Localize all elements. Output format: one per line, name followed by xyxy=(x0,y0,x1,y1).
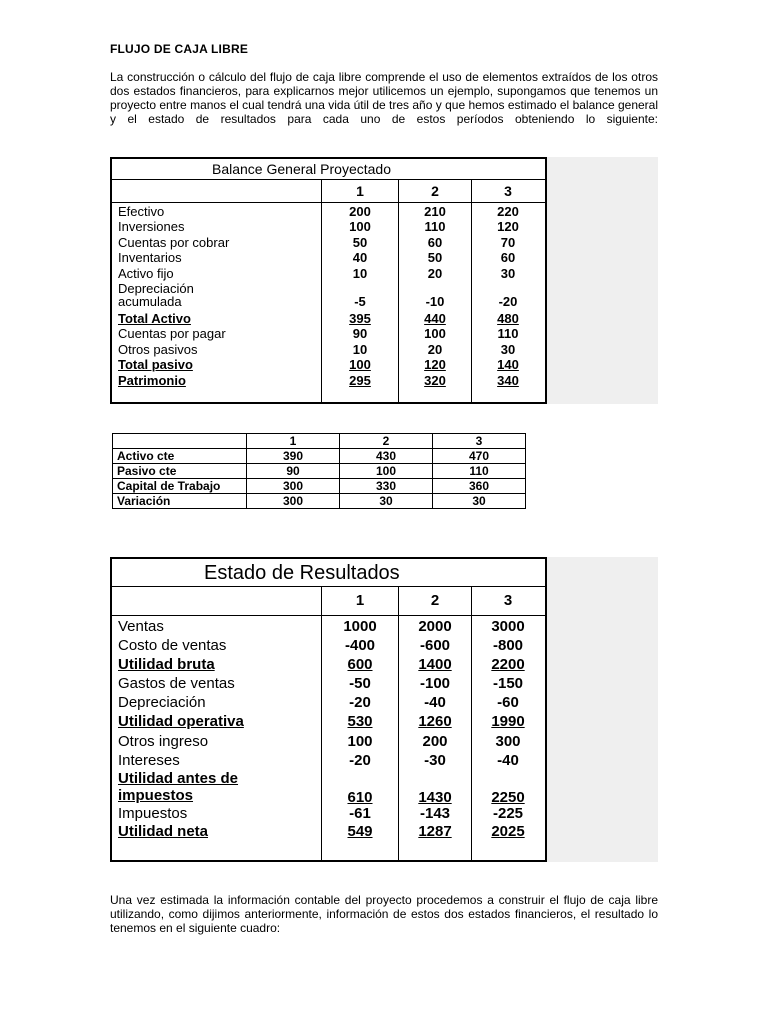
capital-header-blank xyxy=(113,434,247,449)
cell-value: 549 xyxy=(347,823,373,840)
cell-value: -20 xyxy=(498,294,518,309)
cell-value: 530 xyxy=(347,713,373,730)
cell-value: 3000 xyxy=(491,618,525,635)
intro-paragraph: La construcción o cálculo del flujo de caja libre comprende el uso de elementos extraídos de los otros dos estados financieros, para explicarnos mejor utilicemos un ejemplo, supongamos que tenemos un proyecto entre manos el cual tendrá una vida útil de tres año y que hemos estimado el balance general y el estado de resultados para cada uno de estos períodos obteniendo lo siguiente: xyxy=(110,70,658,126)
cell-value: 2200 xyxy=(491,656,525,673)
cell-value: 2025 xyxy=(491,823,525,840)
cell-value: 10 xyxy=(352,342,368,357)
cell-value: 100 xyxy=(340,464,433,479)
cell-value: 1000 xyxy=(343,618,377,635)
cell-value: 600 xyxy=(347,656,373,673)
estado-resultados-table xyxy=(110,557,547,862)
row-label: Variación xyxy=(113,494,247,509)
row-label: Total pasivo xyxy=(118,357,193,372)
cell-value: 140 xyxy=(497,357,519,372)
resultados-header-3: 3 xyxy=(503,592,513,609)
row-label: Inversiones xyxy=(118,219,185,234)
cell-value: -10 xyxy=(425,294,445,309)
cell-value: 480 xyxy=(497,311,519,326)
cell-value: 30 xyxy=(500,266,516,281)
cell-value: 90 xyxy=(247,464,340,479)
row-label: Depreciación xyxy=(118,694,206,711)
cell-value: 30 xyxy=(433,494,526,509)
cell-value: 30 xyxy=(340,494,433,509)
cell-value: 320 xyxy=(424,373,446,388)
cell-value: 60 xyxy=(427,235,443,250)
row-label: Total Activo xyxy=(118,311,191,326)
cell-value: -100 xyxy=(419,675,451,692)
cell-value: 2000 xyxy=(418,618,452,635)
cell-value: 90 xyxy=(352,326,368,341)
cell-value: -30 xyxy=(424,752,446,769)
row-label: Activo cte xyxy=(113,449,247,464)
cell-value: 470 xyxy=(433,449,526,464)
cell-value: 40 xyxy=(352,250,368,265)
resultados-header-2: 2 xyxy=(430,592,440,609)
cell-value: 10 xyxy=(352,266,368,281)
row-label: Depreciación acumulada xyxy=(118,281,194,309)
row-label: Gastos de ventas xyxy=(118,675,235,692)
cell-value: 1400 xyxy=(418,656,452,673)
cell-value: -600 xyxy=(419,637,451,654)
cell-value: 2250 xyxy=(491,789,525,806)
cell-value: 1990 xyxy=(491,713,525,730)
cell-value: 430 xyxy=(340,449,433,464)
row-label: Otros pasivos xyxy=(118,342,198,357)
cell-value: 300 xyxy=(247,494,340,509)
cell-value: 110 xyxy=(433,464,526,479)
cell-value: 110 xyxy=(424,219,446,234)
cell-value: -143 xyxy=(419,805,451,822)
cell-value: 395 xyxy=(349,311,371,326)
cell-value: -60 xyxy=(497,694,519,711)
cell-value: -150 xyxy=(492,675,524,692)
balance-header-3: 3 xyxy=(504,183,512,199)
row-label: Inventarios xyxy=(118,250,182,265)
table-row xyxy=(113,449,526,464)
capital-header-3: 3 xyxy=(433,434,526,449)
cell-value: 210 xyxy=(424,204,446,219)
cell-value: -40 xyxy=(497,752,519,769)
cell-value: 50 xyxy=(352,235,368,250)
table-row xyxy=(113,464,526,479)
row-label: Utilidad neta xyxy=(118,823,209,840)
cell-value: 50 xyxy=(427,250,443,265)
capital-trabajo-table xyxy=(112,433,526,509)
row-label: Efectivo xyxy=(118,204,165,219)
resultados-header-1: 1 xyxy=(355,592,365,609)
row-label: Ventas xyxy=(118,618,164,635)
cell-value: 440 xyxy=(424,311,446,326)
row-label: Patrimonio xyxy=(118,373,186,388)
row-label: Cuentas por cobrar xyxy=(118,235,230,250)
balance-header-1: 1 xyxy=(356,183,364,199)
cell-value: 360 xyxy=(433,479,526,494)
balance-header-2: 2 xyxy=(431,183,439,199)
cell-value: -61 xyxy=(349,805,371,822)
balance-general-image xyxy=(110,157,658,404)
cell-value: 1260 xyxy=(418,713,452,730)
cell-value: -5 xyxy=(354,294,366,309)
capital-header-2: 2 xyxy=(340,434,433,449)
cell-value: 300 xyxy=(495,733,521,750)
cell-value: 100 xyxy=(424,326,446,341)
cell-value: -800 xyxy=(492,637,524,654)
cell-value: 120 xyxy=(424,357,446,372)
cell-value: 100 xyxy=(349,357,371,372)
cell-value: 110 xyxy=(497,326,519,341)
cell-value: 1287 xyxy=(418,823,452,840)
row-label: Activo fijo xyxy=(118,266,174,281)
cell-value: 300 xyxy=(247,479,340,494)
cell-value: -50 xyxy=(349,675,371,692)
balance-title: Balance General Proyectado xyxy=(212,161,391,177)
cell-value: 610 xyxy=(347,789,373,806)
row-label: Utilidad operativa xyxy=(118,713,244,730)
cell-value: -400 xyxy=(344,637,376,654)
cell-value: 70 xyxy=(500,235,516,250)
cell-value: 1430 xyxy=(418,789,452,806)
row-label: Utilidad bruta xyxy=(118,656,215,673)
outro-paragraph: Una vez estimada la información contable del proyecto procedemos a construir el flujo de caja libre utilizando, como dijimos anteriormente, información de estos dos estados financieros, el resultado lo tenemos en el siguiente cuadro: xyxy=(110,893,658,935)
cell-value: 20 xyxy=(427,342,443,357)
cell-value: 390 xyxy=(247,449,340,464)
table-row xyxy=(113,479,526,494)
row-label: Pasivo cte xyxy=(113,464,247,479)
row-label: Costo de ventas xyxy=(118,637,227,654)
resultados-title: Estado de Resultados xyxy=(204,562,400,584)
cell-value: 20 xyxy=(427,266,443,281)
row-label: Intereses xyxy=(118,752,180,769)
cell-value: 200 xyxy=(349,204,371,219)
table-row xyxy=(113,434,526,449)
cell-value: -20 xyxy=(349,752,371,769)
balance-general-table xyxy=(110,157,547,404)
cell-value: 200 xyxy=(422,733,448,750)
estado-resultados-image xyxy=(110,557,658,862)
row-label: Cuentas por pagar xyxy=(118,326,226,341)
cell-value: 60 xyxy=(500,250,516,265)
cell-value: -225 xyxy=(492,805,524,822)
row-label: Utilidad antes de impuestos xyxy=(118,770,239,804)
cell-value: 120 xyxy=(497,219,519,234)
cell-value: -40 xyxy=(424,694,446,711)
row-label: Capital de Trabajo xyxy=(113,479,247,494)
cell-value: 30 xyxy=(500,342,516,357)
row-label: Otros ingreso xyxy=(118,733,209,750)
cell-value: 220 xyxy=(497,204,519,219)
cell-value: 295 xyxy=(349,373,371,388)
cell-value: -20 xyxy=(349,694,371,711)
cell-value: 330 xyxy=(340,479,433,494)
document-title: FLUJO DE CAJA LIBRE xyxy=(110,42,249,56)
row-label: Impuestos xyxy=(118,805,188,822)
cell-value: 340 xyxy=(497,373,519,388)
capital-header-1: 1 xyxy=(247,434,340,449)
cell-value: 100 xyxy=(347,733,373,750)
cell-value: 100 xyxy=(349,219,371,234)
table-row xyxy=(113,494,526,509)
